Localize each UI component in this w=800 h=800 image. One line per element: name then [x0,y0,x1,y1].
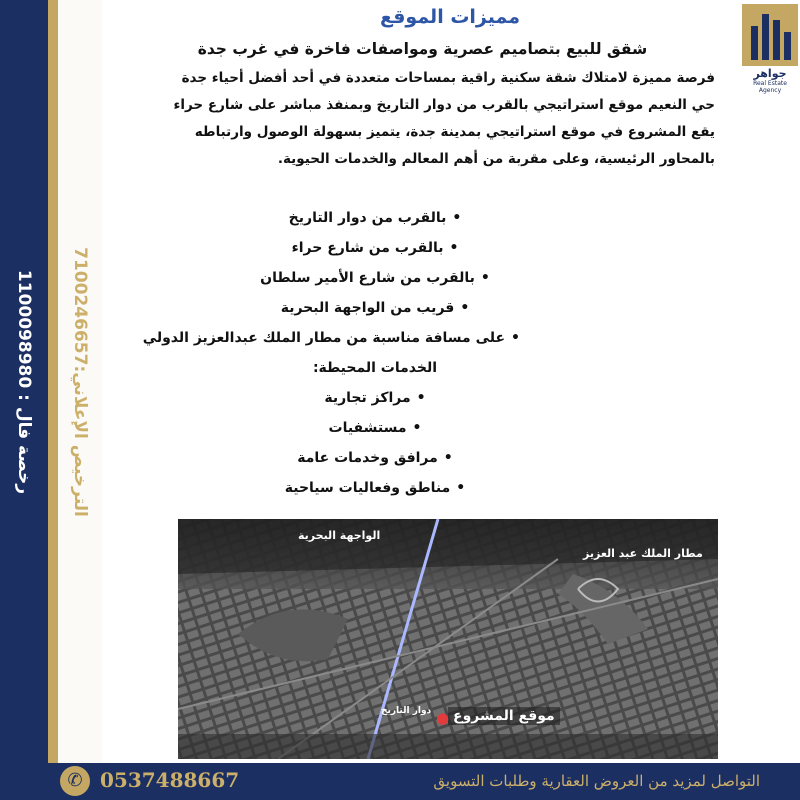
list-item: •مرافق وخدمات عامة [297,450,453,466]
location-map [178,519,718,759]
paragraph-line: حي النعيم موقع استراتيجي بالقرب من دوار التاريخ وبمنفذ مباشر على شارع حراء [173,97,715,113]
list-item: •بالقرب من دوار التاريخ [288,210,462,226]
paragraph-line: فرصة مميزة لامتلاك شقة سكنية راقية بمساحات متعددة في أحد أفضل أحياء جدة [181,70,715,86]
fal-license-text: رخصة فال : 1100098980 [14,269,34,495]
gold-stripe [48,0,58,763]
services-heading: الخدمات المحيطة: [312,360,438,376]
footer-phone[interactable]: 0537488667 [100,768,240,792]
features-list [142,203,520,503]
map-label-airport: مطار الملك عبد العزيز [583,547,703,560]
ad-license-text: الترخيص الإعلاني:7100246657 [70,247,90,517]
description-block [130,40,715,178]
list-item: •بالقرب من شارع حراء [291,240,459,256]
map-label-project: موقع المشروع [448,707,560,725]
logo-subtitle: Real Estate Agency [753,80,787,94]
map-label-waterfront: الواجهة البحرية [298,529,381,542]
page-title: مميزات الموقع [379,6,520,28]
company-logo [742,4,798,94]
paragraph-line: يقع المشروع في موقع استراتيجي بمدينة جدة، يتميز بسهولة الوصول وارتباطه [194,124,715,140]
list-item: •مراكز تجارية [324,390,426,406]
list-item: •مناطق وفعاليات سياحية [284,480,466,496]
headline: شقق للبيع بتصاميم عصرية ومواصفات فاخرة في غرب جدة [197,40,648,58]
paragraph-line: بالمحاور الرئيسية، وعلى مقربة من أهم المعالم والخدمات الحيوية. [277,151,715,167]
logo-emblem [742,4,798,66]
left-license-band [0,0,48,763]
map-pin-icon: ● [436,709,450,727]
phone-icon: ✆ [60,766,90,796]
logo-name: جواهر [753,67,787,80]
list-item: •على مسافة مناسبة من مطار الملك عبدالعزيز الدولي [142,330,520,346]
map-label-roundabout: دوار التاريخ [381,706,432,716]
footer-text: التواصل لمزيد من العروض العقارية وطلبات التسويق [433,772,760,790]
list-item: •قريب من الواجهة البحرية [280,300,470,316]
list-item: •بالقرب من شارع الأمير سلطان [260,270,490,286]
list-item: •مستشفيات [328,420,422,436]
footer-bar [0,763,800,800]
